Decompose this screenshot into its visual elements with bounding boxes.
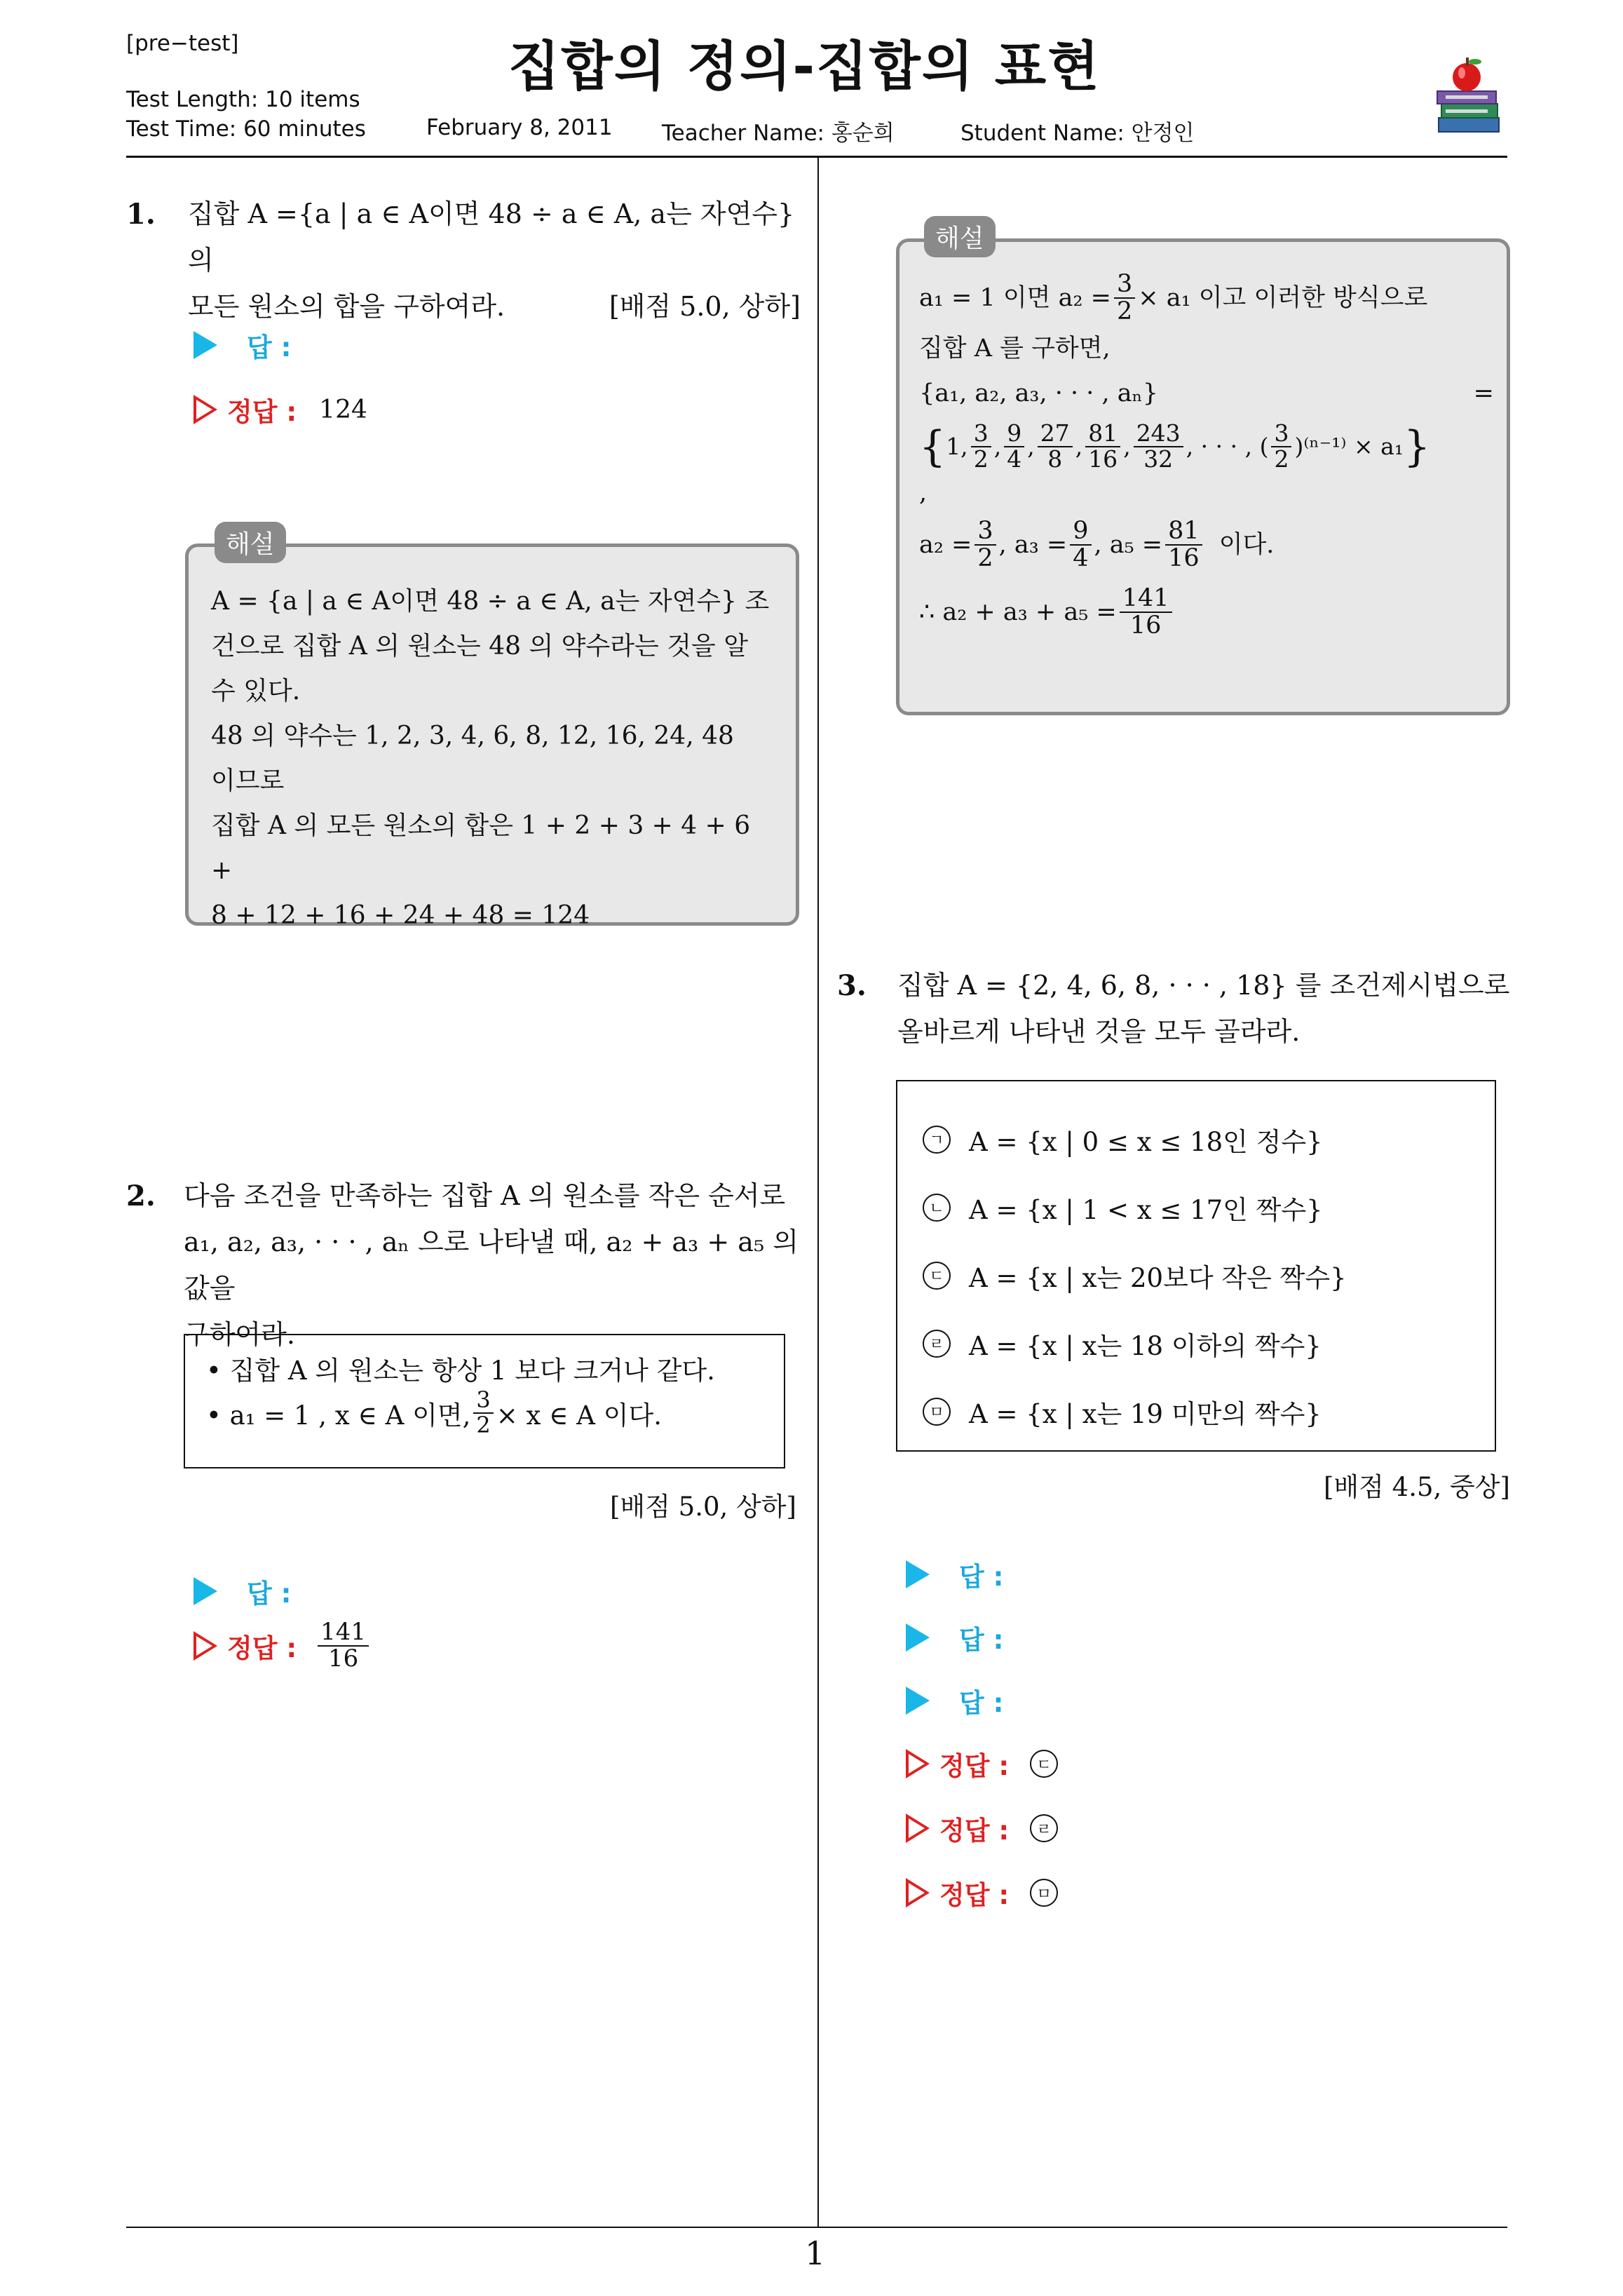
q2-cond2-post: × x ∈ A 이다. [496, 1400, 662, 1431]
option-text: A = {x | x는 20보다 작은 짝수} [969, 1262, 1347, 1293]
q3-answer-label: 답 : [959, 1562, 1004, 1592]
q3-answer-row-2[interactable] [906, 1619, 1003, 1656]
frac-num: 243 [1134, 421, 1183, 447]
q3-line2: 올바르게 나타낸 것을 모두 골라라. [897, 1016, 1301, 1047]
frac-num: 3 [1114, 271, 1135, 299]
expl-text: {a₁, a₂, a₃, · · · , aₙ} [919, 379, 1158, 407]
pretest-label: [pre−test] [126, 31, 239, 56]
q3-option-4 [923, 1309, 1347, 1377]
q3-correct-mark: ㄹ [1030, 1814, 1058, 1842]
q1-text [188, 191, 801, 330]
seq-mid: , · · · , ( [1186, 433, 1269, 460]
correct-arrow-icon [906, 1749, 930, 1778]
expl-text: ∴ a₂ + a₃ + a₅ = [919, 598, 1117, 626]
option-text: A = {x | 1 < x ≤ 17인 짝수} [969, 1194, 1323, 1225]
expl-fraction [1070, 518, 1091, 572]
q2-cond2-fraction [473, 1386, 493, 1438]
q2-number: 2. [126, 1180, 156, 1213]
correct-arrow-icon [906, 1878, 930, 1907]
q3-score: [배점 4.5, 중상] [1324, 1472, 1510, 1502]
expl-text: , a₃ = [998, 531, 1068, 559]
correct-arrow-icon [906, 1814, 930, 1843]
q2-line3: 구하여라. [184, 1319, 295, 1350]
expl-text: = [1473, 379, 1494, 407]
test-time: Test Time: 60 minutes [126, 116, 366, 142]
q2-explanation-box [896, 238, 1510, 715]
frac-num: 141 [1120, 586, 1172, 613]
answer-arrow-icon [906, 1623, 930, 1652]
frac-den: 16 [1168, 544, 1200, 572]
q3-number: 3. [837, 969, 867, 1002]
frac-num: 3 [975, 518, 996, 546]
q1-line2: 모든 원소의 합을 구하여라. [188, 291, 505, 322]
frac-den: 2 [973, 445, 989, 473]
frac-den: 4 [1007, 445, 1022, 473]
q1-expl-line: 수 있다. [211, 677, 301, 705]
seq-fraction [1085, 421, 1120, 471]
frac-num: 3 [473, 1389, 493, 1414]
seq-fraction [971, 421, 991, 471]
books-apple-icon [1430, 53, 1507, 137]
option-mark: ㅁ [923, 1398, 951, 1426]
frac-den: 4 [1073, 544, 1089, 572]
q1-answer-label: 답 : [247, 332, 292, 363]
brace-close: } [1404, 422, 1431, 471]
q3-text [897, 962, 1514, 1055]
frac-num: 81 [1165, 518, 1202, 546]
option-mark: ㄱ [923, 1126, 951, 1154]
q3-correct-mark: ㅁ [1030, 1879, 1058, 1907]
q2-correct-row [193, 1620, 372, 1671]
teacher-name: Teacher Name: 홍순희 [662, 121, 895, 146]
column-divider [817, 158, 819, 2227]
answer-arrow-icon [906, 1560, 930, 1588]
test-length: Test Length: 10 items [126, 87, 360, 112]
q3-correct-label: 정답 : [939, 1816, 1010, 1846]
q1-answer-row[interactable] [193, 326, 291, 364]
q1-expl-line: 이므로 [211, 767, 285, 795]
page-number: 1 [805, 2234, 826, 2272]
q1-expl-line: A = {a | a ∈ A이면 48 ÷ a ∈ A, a는 자연수} 조 [211, 587, 770, 616]
q3-answer-label: 답 : [959, 1688, 1004, 1718]
q1-expl-line: 집합 A 의 모든 원소의 합은 1 + 2 + 3 + 4 + 6 + [211, 811, 751, 885]
q2-expl-line3 [919, 371, 1494, 413]
seq-start: 1, [946, 433, 968, 460]
q2-answer-row[interactable] [193, 1572, 291, 1610]
q2-text [184, 1173, 801, 1358]
frac-den: 2 [977, 544, 993, 572]
frac-num: 3 [971, 421, 991, 447]
q2-answer-label: 답 : [247, 1579, 292, 1609]
expl-text: , a₅ = [1094, 531, 1163, 559]
option-mark: ㄹ [923, 1330, 951, 1358]
frac-num: 27 [1038, 421, 1073, 447]
q3-correct-label: 정답 : [939, 1751, 1010, 1781]
q2-condition-2 [206, 1386, 662, 1438]
expl-text: × a₁ 이고 이러한 방식으로 [1138, 284, 1428, 312]
frac-den: 32 [1143, 445, 1174, 473]
seq-fractions [968, 421, 1186, 471]
q1-correct-row [193, 391, 367, 428]
frac-den: 16 [327, 1644, 359, 1673]
q1-expl-line: 8 + 12 + 16 + 24 + 48 = 124 [211, 901, 590, 930]
page-title: 집합의 정의-집합의 표현 [508, 35, 1101, 97]
seq-comma: , [993, 433, 1002, 460]
brace-open: { [919, 422, 946, 471]
option-text: A = {x | x는 19 미만의 짝수} [969, 1398, 1322, 1429]
q2-correct-fraction [318, 1620, 369, 1671]
q1-number: 1. [126, 198, 156, 231]
q3-correct-row-2 [906, 1809, 1076, 1847]
q3-correct-label: 정답 : [939, 1880, 1010, 1910]
correct-arrow-icon [193, 1631, 217, 1661]
seq-comma: , [1075, 433, 1083, 460]
q3-answer-label: 답 : [959, 1625, 1004, 1655]
expl-text: a₂ = [919, 531, 972, 559]
q2-expl-line5: , [919, 479, 928, 507]
q2-correct-label: 정답 : [227, 1633, 297, 1663]
q2-score: [배점 5.0, 상하] [610, 1492, 796, 1522]
answer-arrow-icon [193, 1577, 217, 1605]
q2-explanation-tab: 해설 [924, 216, 996, 257]
q2-expl-line2: 집합 A 를 구하면, [919, 335, 1111, 363]
q3-option-3 [923, 1241, 1347, 1309]
q2-cond2-pre: • a₁ = 1 , x ∈ A 이면, [206, 1400, 471, 1431]
frac-num: 141 [318, 1620, 369, 1647]
option-text: A = {x | x는 18 이하의 짝수} [969, 1330, 1322, 1361]
q1-correct-label: 정답 : [227, 397, 297, 427]
q2-explanation-text [919, 270, 1494, 646]
q2-expl-sequence [919, 413, 1494, 480]
q3-answer-row-3[interactable] [906, 1682, 1003, 1720]
q1-expl-line: 건으로 집합 A 의 원소는 48 의 약수라는 것을 알 [211, 632, 748, 661]
frac-den: 2 [1274, 445, 1289, 473]
frac-num: 81 [1085, 421, 1120, 447]
header-rule [126, 156, 1507, 158]
frac-num: 9 [1004, 421, 1024, 447]
q1-score: [배점 5.0, 상하] [609, 291, 801, 322]
q1-line1: 집합 A ={a | a ∈ A이면 48 ÷ a ∈ A, a는 자연수} 의 [188, 198, 795, 276]
expl-fraction [1165, 518, 1202, 572]
q3-answer-row-1[interactable] [906, 1555, 1003, 1593]
answer-arrow-icon [906, 1687, 930, 1715]
q3-option-1 [923, 1105, 1347, 1173]
q3-correct-row-1 [906, 1745, 1076, 1783]
q3-correct-row-3 [906, 1874, 1076, 1912]
q2-condition-box [184, 1334, 785, 1468]
q3-line1: 집합 A = {2, 4, 6, 8, · · · , 18} 를 조건제시법으로 [897, 970, 1510, 1001]
seq-fraction [1134, 421, 1183, 471]
q1-explanation-text [211, 579, 779, 938]
q3-option-2 [923, 1173, 1347, 1241]
q1-expl-line: 48 의 약수는 1, 2, 3, 4, 6, 8, 12, 16, 24, 48 [211, 722, 734, 750]
q2-condition-1: • 집합 A 의 원소는 항상 1 보다 크거나 같다. [206, 1356, 715, 1386]
frac-den: 2 [476, 1411, 491, 1438]
test-date: February 8, 2011 [426, 115, 613, 140]
q3-option-5 [923, 1377, 1347, 1445]
frac-den: 16 [1088, 445, 1118, 473]
expl-fraction [975, 518, 996, 572]
q3-options-box [896, 1080, 1496, 1452]
frac-num: 9 [1070, 518, 1091, 546]
student-name: Student Name: 안정인 [960, 121, 1195, 146]
expl-text: 이다. [1218, 531, 1275, 559]
expl-fraction [1114, 271, 1135, 325]
frac-num: 3 [1271, 421, 1291, 447]
frac-den: 8 [1047, 445, 1063, 473]
expl-fraction [1120, 586, 1172, 639]
seq-last-fraction [1271, 421, 1291, 471]
q1-correct-value: 124 [319, 395, 367, 424]
seq-fraction [1004, 421, 1024, 471]
q2-line2: a₁, a₂, a₃, · · · , aₙ 으로 나타낼 때, a₂ + a₃ + a₅ 의 값을 [184, 1227, 799, 1304]
q3-options-list [923, 1105, 1347, 1445]
seq-fraction [1038, 421, 1073, 471]
seq-end: )⁽ⁿ⁻¹⁾ × a₁ [1294, 433, 1404, 460]
seq-comma: , [1027, 433, 1035, 460]
q2-expl-line7 [919, 579, 1494, 646]
seq-comma: , [1123, 433, 1131, 460]
q3-correct-mark: ㄷ [1030, 1750, 1058, 1778]
q2-line1: 다음 조건을 만족하는 집합 A 의 원소를 작은 순서로 [184, 1180, 786, 1211]
footer-rule [126, 2227, 1507, 2228]
answer-arrow-icon [193, 331, 217, 359]
expl-text: a₁ = 1 이면 a₂ = [919, 284, 1111, 312]
q2-expl-line6 [919, 511, 1494, 579]
correct-arrow-icon [193, 395, 217, 424]
option-mark: ㄴ [923, 1194, 951, 1222]
frac-den: 2 [1116, 297, 1133, 325]
q1-explanation-tab: 해설 [215, 522, 286, 563]
q2-expl-line1 [919, 270, 1494, 326]
option-mark: ㄷ [923, 1262, 951, 1290]
option-text: A = {x | 0 ≤ x ≤ 18인 정수} [969, 1126, 1323, 1157]
frac-den: 16 [1129, 612, 1162, 640]
q1-explanation-box [185, 543, 799, 930]
